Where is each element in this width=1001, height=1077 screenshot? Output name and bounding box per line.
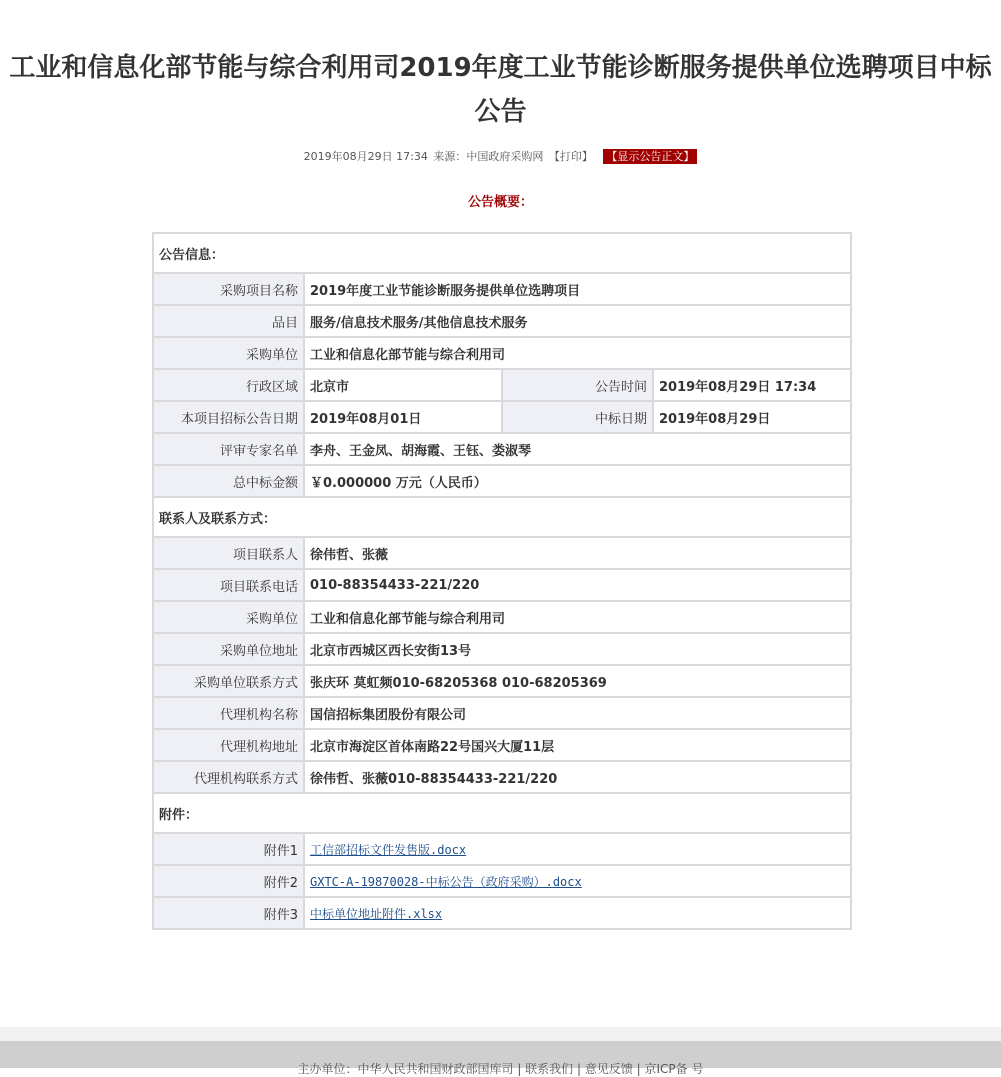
source-text: 来源：中国政府采购网 [433,150,544,163]
section-attachments: 附件： [153,793,851,833]
table-row [153,401,851,433]
attachment-link-2[interactable]: GXTC-A-19870028-中标公告（政府采购）.docx [310,874,582,889]
section-row [153,497,851,537]
row-label: 行政区域 [153,369,304,401]
row-value: 服务/信息技术服务/其他信息技术服务 [304,305,851,337]
table-row [153,537,851,569]
section-announcement-info: 公告信息： [153,233,851,273]
table-row [153,569,851,601]
table-row [153,273,851,305]
row-label: 评审专家名单 [153,433,304,465]
table-row [153,761,851,793]
table-row [153,465,851,497]
row-label: 总中标金额 [153,465,304,497]
row-label: 代理机构地址 [153,729,304,761]
row-label: 中标日期 [502,401,653,433]
row-value: 工业和信息化部节能与综合利用司 [304,601,851,633]
announcement-meta [0,148,1001,166]
row-value: 徐伟哲、张薇010-88354433-221/220 [304,761,851,793]
row-value: 张庆环 莫虹频010-68205368 010-68205369 [304,665,851,697]
row-label: 附件3 [153,897,304,929]
footer-text: 主办单位：中华人民共和国财政部国库司 | 联系我们 | 意见反馈 | 京ICP备 号 [297,1062,704,1076]
row-value: 北京市西城区西长安街13号 [304,633,851,665]
table-row [153,433,851,465]
row-label: 采购单位地址 [153,633,304,665]
table-row [153,865,851,897]
row-label: 品目 [153,305,304,337]
row-label: 项目联系人 [153,537,304,569]
row-value: 工业和信息化部节能与综合利用司 [304,337,851,369]
row-label: 代理机构联系方式 [153,761,304,793]
table-row [153,897,851,929]
table-row [153,665,851,697]
attachment-link-1[interactable]: 工信部招标文件发售版.docx [310,842,467,857]
table-row [153,697,851,729]
row-label: 采购单位联系方式 [153,665,304,697]
row-value: 国信招标集团股份有限公司 [304,697,851,729]
row-value: 徐伟哲、张薇 [304,537,851,569]
row-value: ￥0.000000 万元（人民币） [304,465,851,497]
print-link[interactable]: 【打印】 [548,150,593,163]
table-row [153,633,851,665]
section-row [153,233,851,273]
publish-date: 2019年08月29日 17:34 [303,150,428,163]
row-value: 北京市海淀区首体南路22号国兴大厦11层 [304,729,851,761]
row-value: 2019年度工业节能诊断服务提供单位选聘项目 [304,273,851,305]
announcement-table [152,232,852,930]
row-value: 2019年08月29日 17:34 [653,369,851,401]
table-row [153,305,851,337]
page-title: 工业和信息化部节能与综合利用司2019年度工业节能诊断服务提供单位选聘项目中标公告 [9,53,992,127]
attachment-link-3[interactable]: 中标单位地址附件.xlsx [310,906,443,921]
show-full-text-button[interactable]: 【显示公告正文】 [603,149,697,164]
row-label: 项目联系电话 [153,569,304,601]
row-label: 采购项目名称 [153,273,304,305]
row-value: 010-88354433-221/220 [304,569,851,601]
row-label: 本项目招标公告日期 [153,401,304,433]
row-label: 附件1 [153,833,304,865]
table-row [153,601,851,633]
row-value [304,865,851,897]
row-value: 北京市 [304,369,502,401]
row-label: 代理机构名称 [153,697,304,729]
section-row [153,793,851,833]
row-value: 2019年08月29日 [653,401,851,433]
row-value: 2019年08月01日 [304,401,502,433]
row-label: 采购单位 [153,601,304,633]
table-row [153,833,851,865]
table-row [153,337,851,369]
row-value: 李舟、王金凤、胡海霞、王钰、娄淑琴 [304,433,851,465]
section-contact-info: 联系人及联系方式： [153,497,851,537]
table-row [153,369,851,401]
row-label: 采购单位 [153,337,304,369]
row-label: 公告时间 [502,369,653,401]
footer-separator [0,1027,1001,1041]
table-row [153,729,851,761]
summary-label: 公告概要： [467,195,533,210]
row-label: 附件2 [153,865,304,897]
row-value [304,833,851,865]
row-value [304,897,851,929]
footer [0,1041,1001,1076]
